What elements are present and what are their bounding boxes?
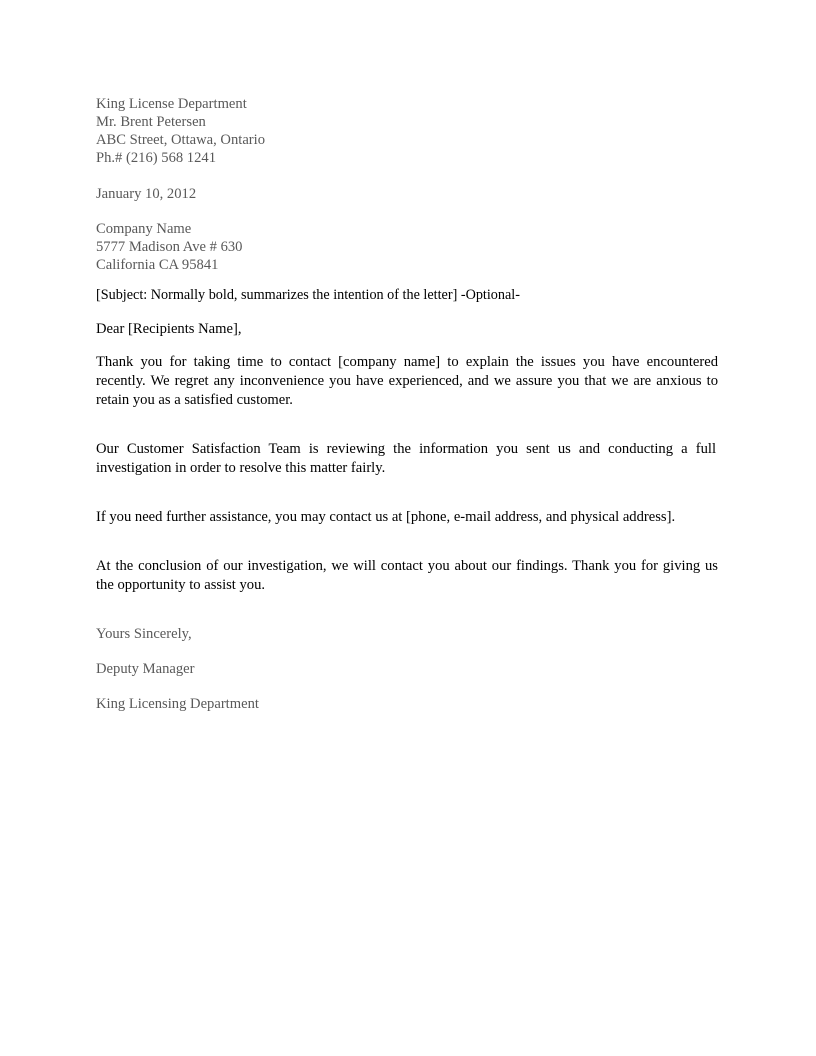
letter-page (96, 95, 718, 713)
body-paragraph: Our Customer Satisfaction Team is reviewing the information you sent us and conducting a full investigation in order to resolve this matter fairly. (96, 441, 716, 476)
sender-address: ABC Street, Ottawa, Ontario (96, 132, 266, 148)
sender-contact-name: Mr. Brent Petersen (96, 114, 206, 130)
letter-date: January 10, 2012 (96, 186, 197, 202)
recipient-company: Company Name (96, 221, 192, 237)
recipient-street: 5777 Madison Ave # 630 (96, 239, 243, 255)
closing-title: Deputy Manager (96, 661, 195, 677)
body-paragraph: At the conclusion of our investigation, we will contact you about our findings. Thank you for giving us the opportunity to assist you. (96, 558, 718, 593)
recipient-block (96, 220, 718, 274)
recipient-city-state-zip: California CA 95841 (96, 257, 219, 273)
body-paragraph: If you need further assistance, you may contact us at [phone, e-mail address, and physical address]. (96, 509, 676, 525)
sender-block (96, 95, 718, 167)
subject-line: [Subject: Normally bold, summarizes the intention of the letter] -Optional- (96, 287, 520, 303)
date-block (96, 185, 718, 203)
closing-department: King Licensing Department (96, 696, 259, 712)
body-paragraph: Thank you for taking time to contact [company name] to explain the issues you have encountered recently. We regret any inconvenience you have experienced, and we assure you that we are anxious to retain you as a satisfied customer. (96, 354, 718, 408)
sender-phone: Ph.# (216) 568 1241 (96, 150, 216, 166)
sender-organization: King License Department (96, 96, 247, 112)
salutation: Dear [Recipients Name], (96, 321, 242, 337)
closing-valediction: Yours Sincerely, (96, 626, 192, 642)
